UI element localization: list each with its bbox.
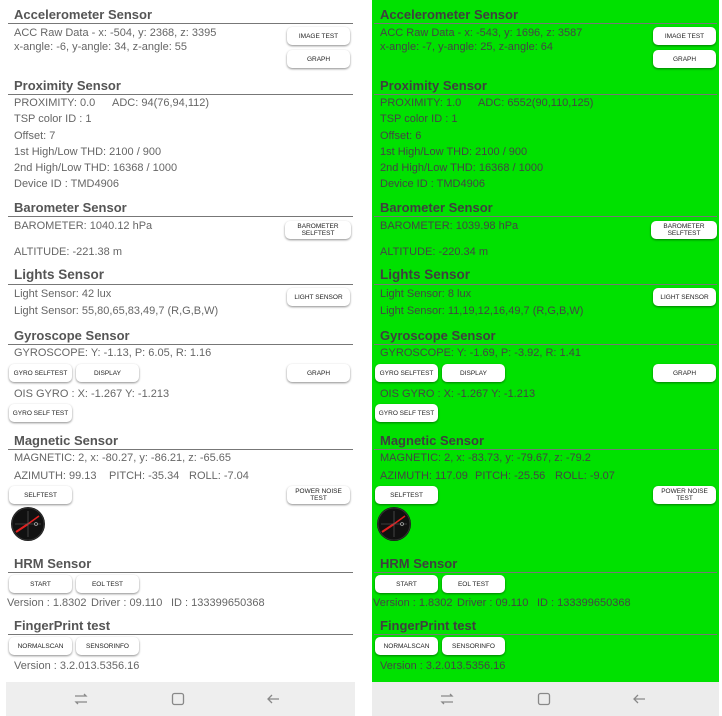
divider	[374, 572, 717, 573]
power-noise-test-button[interactable]: POWER NOISE TEST	[287, 486, 350, 504]
magnetic-title: Magnetic Sensor	[380, 433, 485, 448]
divider	[8, 284, 353, 285]
accel-title: Accelerometer Sensor	[380, 7, 519, 22]
magnetic-value: MAGNETIC: 2, x: -80.27, y: -86.21, z: -65.65	[14, 452, 232, 464]
proximity-title: Proximity Sensor	[380, 78, 487, 93]
sensorinfo-button[interactable]: SENSORINFO	[442, 637, 505, 655]
roll-value: ROLL: -7.04	[189, 470, 249, 482]
accel-graph-button[interactable]: GRAPH	[653, 50, 716, 68]
barometer-selftest-button[interactable]: BAROMETER SELFTEST	[651, 221, 717, 239]
light-lux: Light Sensor: 8 lux	[380, 288, 472, 300]
hrm-id: ID : 133399650368	[537, 597, 631, 609]
gyroscope-title: Gyroscope Sensor	[380, 328, 496, 343]
proximity-value: PROXIMITY: 1.0	[380, 97, 462, 109]
tsp-color-id: TSP color ID : 1	[380, 113, 458, 125]
azimuth-value: AZIMUTH: 99.13	[14, 470, 97, 482]
hrm-start-button[interactable]: START	[375, 575, 438, 593]
lights-title: Lights Sensor	[380, 267, 471, 282]
proximity-thd1: 1st High/Low THD: 2100 / 900	[380, 146, 528, 158]
light-rgbw: Light Sensor: 11,19,12,16,49,7 (R,G,B,W)	[380, 305, 584, 317]
gyro-self-test-button[interactable]: GYRO SELF TEST	[9, 404, 72, 422]
roll-value: ROLL: -9.07	[555, 470, 615, 482]
home-icon[interactable]	[170, 691, 186, 707]
magnetic-selftest-button[interactable]: SELFTEST	[9, 486, 72, 504]
compass-icon	[11, 507, 45, 541]
hrm-driver: Driver : 09.110	[457, 597, 529, 609]
hrm-title: HRM Sensor	[14, 556, 92, 571]
divider	[374, 449, 717, 450]
gyro-selftest-button[interactable]: GYRO SELFTEST	[375, 364, 438, 382]
divider	[8, 216, 353, 217]
gyro-graph-button[interactable]: GRAPH	[287, 364, 350, 382]
fingerprint-version: Version : 3.2.013.5356.16	[14, 660, 140, 672]
proximity-title: Proximity Sensor	[14, 78, 121, 93]
gyro-graph-button[interactable]: GRAPH	[653, 364, 716, 382]
gyroscope-value: GYROSCOPE: Y: -1.69, P: -3.92, R: 1.41	[380, 347, 581, 359]
barometer-title: Barometer Sensor	[380, 200, 493, 215]
recents-icon[interactable]	[439, 691, 455, 707]
sensor-panel-green	[372, 0, 719, 716]
altitude-value: ALTITUDE: -220.34 m	[380, 246, 488, 258]
proximity-thd1: 1st High/Low THD: 2100 / 900	[14, 146, 162, 158]
image-test-button[interactable]: IMAGE TEST	[653, 27, 716, 45]
tsp-color-id: TSP color ID : 1	[14, 113, 92, 125]
sensor-panel-normal	[6, 0, 355, 716]
divider	[374, 344, 717, 345]
power-noise-test-button[interactable]: POWER NOISE TEST	[653, 486, 716, 504]
recents-icon[interactable]	[73, 691, 89, 707]
barometer-selftest-button[interactable]: BAROMETER SELFTEST	[285, 221, 351, 239]
lights-title: Lights Sensor	[14, 267, 105, 282]
navigation-bar	[6, 682, 355, 716]
proximity-device-id: Device ID : TMD4906	[14, 178, 119, 190]
normalscan-button[interactable]: NORMALSCAN	[9, 637, 72, 655]
back-icon[interactable]	[631, 691, 647, 707]
divider	[374, 94, 717, 95]
divider	[374, 634, 717, 635]
gyro-display-button[interactable]: DISPLAY	[76, 364, 139, 382]
gyroscope-value: GYROSCOPE: Y: -1.13, P: 6.05, R: 1.16	[14, 347, 212, 359]
hrm-eol-test-button[interactable]: EOL TEST	[76, 575, 139, 593]
divider	[8, 23, 353, 24]
accel-angle: x-angle: -7, y-angle: 25, z-angle: 64	[380, 41, 554, 53]
divider	[8, 449, 353, 450]
accel-title: Accelerometer Sensor	[14, 7, 153, 22]
gyroscope-title: Gyroscope Sensor	[14, 328, 130, 343]
light-sensor-button[interactable]: LIGHT SENSOR	[653, 288, 716, 306]
proximity-adc: ADC: 94(76,94,112)	[112, 97, 210, 109]
proximity-offset: Offset: 7	[14, 130, 56, 142]
hrm-id: ID : 133399650368	[171, 597, 265, 609]
hrm-start-button[interactable]: START	[9, 575, 72, 593]
accel-angle: x-angle: -6, y-angle: 34, z-angle: 55	[14, 41, 188, 53]
ois-gyro-value: OIS GYRO : X: -1.267 Y: -1.213	[14, 388, 170, 400]
divider	[374, 216, 717, 217]
image-test-button[interactable]: IMAGE TEST	[287, 27, 350, 45]
ois-gyro-value: OIS GYRO : X: -1.267 Y: -1.213	[380, 388, 536, 400]
hrm-title: HRM Sensor	[380, 556, 458, 571]
divider	[374, 284, 717, 285]
home-icon[interactable]	[536, 691, 552, 707]
pitch-value: PITCH: -25.56	[475, 470, 546, 482]
accel-raw: ACC Raw Data - x: -543, y: 1696, z: 3587	[380, 27, 583, 39]
light-rgbw: Light Sensor: 55,80,65,83,49,7 (R,G,B,W)	[14, 305, 219, 317]
divider	[8, 572, 353, 573]
accel-raw: ACC Raw Data - x: -504, y: 2368, z: 3395	[14, 27, 217, 39]
hrm-eol-test-button[interactable]: EOL TEST	[442, 575, 505, 593]
fingerprint-title: FingerPrint test	[14, 618, 111, 633]
magnetic-value: MAGNETIC: 2, x: -83.73, y: -79.67, z: -79.2	[380, 452, 591, 464]
barometer-title: Barometer Sensor	[14, 200, 127, 215]
hrm-version: Version : 1.8302	[373, 597, 453, 609]
compass-icon	[377, 507, 411, 541]
barometer-value: BAROMETER: 1039.98 hPa	[380, 220, 519, 232]
hrm-driver: Driver : 09.110	[91, 597, 163, 609]
proximity-adc: ADC: 6552(90,110,125)	[478, 97, 594, 109]
proximity-value: PROXIMITY: 0.0	[14, 97, 96, 109]
divider	[8, 634, 353, 635]
compass-needle-icon	[377, 507, 411, 541]
pitch-value: PITCH: -35.34	[109, 470, 180, 482]
gyro-self-test-button[interactable]: GYRO SELF TEST	[375, 404, 438, 422]
fingerprint-title: FingerPrint test	[380, 618, 477, 633]
magnetic-title: Magnetic Sensor	[14, 433, 119, 448]
proximity-thd2: 2nd High/Low THD: 16368 / 1000	[14, 162, 178, 174]
back-icon[interactable]	[265, 691, 281, 707]
light-sensor-button[interactable]: LIGHT SENSOR	[287, 288, 350, 306]
barometer-value: BAROMETER: 1040.12 hPa	[14, 220, 153, 232]
compass-needle-icon	[11, 507, 45, 541]
magnetic-selftest-button[interactable]: SELFTEST	[375, 486, 438, 504]
gyro-display-button[interactable]: DISPLAY	[442, 364, 505, 382]
hrm-version: Version : 1.8302	[7, 597, 87, 609]
divider	[8, 94, 353, 95]
azimuth-value: AZIMUTH: 117.09	[380, 470, 468, 482]
altitude-value: ALTITUDE: -221.38 m	[14, 246, 122, 258]
proximity-device-id: Device ID : TMD4906	[380, 178, 485, 190]
accel-graph-button[interactable]: GRAPH	[287, 50, 350, 68]
gyro-selftest-button[interactable]: GYRO SELFTEST	[9, 364, 72, 382]
divider	[374, 23, 717, 24]
light-lux: Light Sensor: 42 lux	[14, 288, 112, 300]
navigation-bar	[372, 682, 719, 716]
sensorinfo-button[interactable]: SENSORINFO	[76, 637, 139, 655]
fingerprint-version: Version : 3.2.013.5356.16	[380, 660, 506, 672]
proximity-offset: Offset: 6	[380, 130, 422, 142]
normalscan-button[interactable]: NORMALSCAN	[375, 637, 438, 655]
proximity-thd2: 2nd High/Low THD: 16368 / 1000	[380, 162, 544, 174]
divider	[8, 344, 353, 345]
